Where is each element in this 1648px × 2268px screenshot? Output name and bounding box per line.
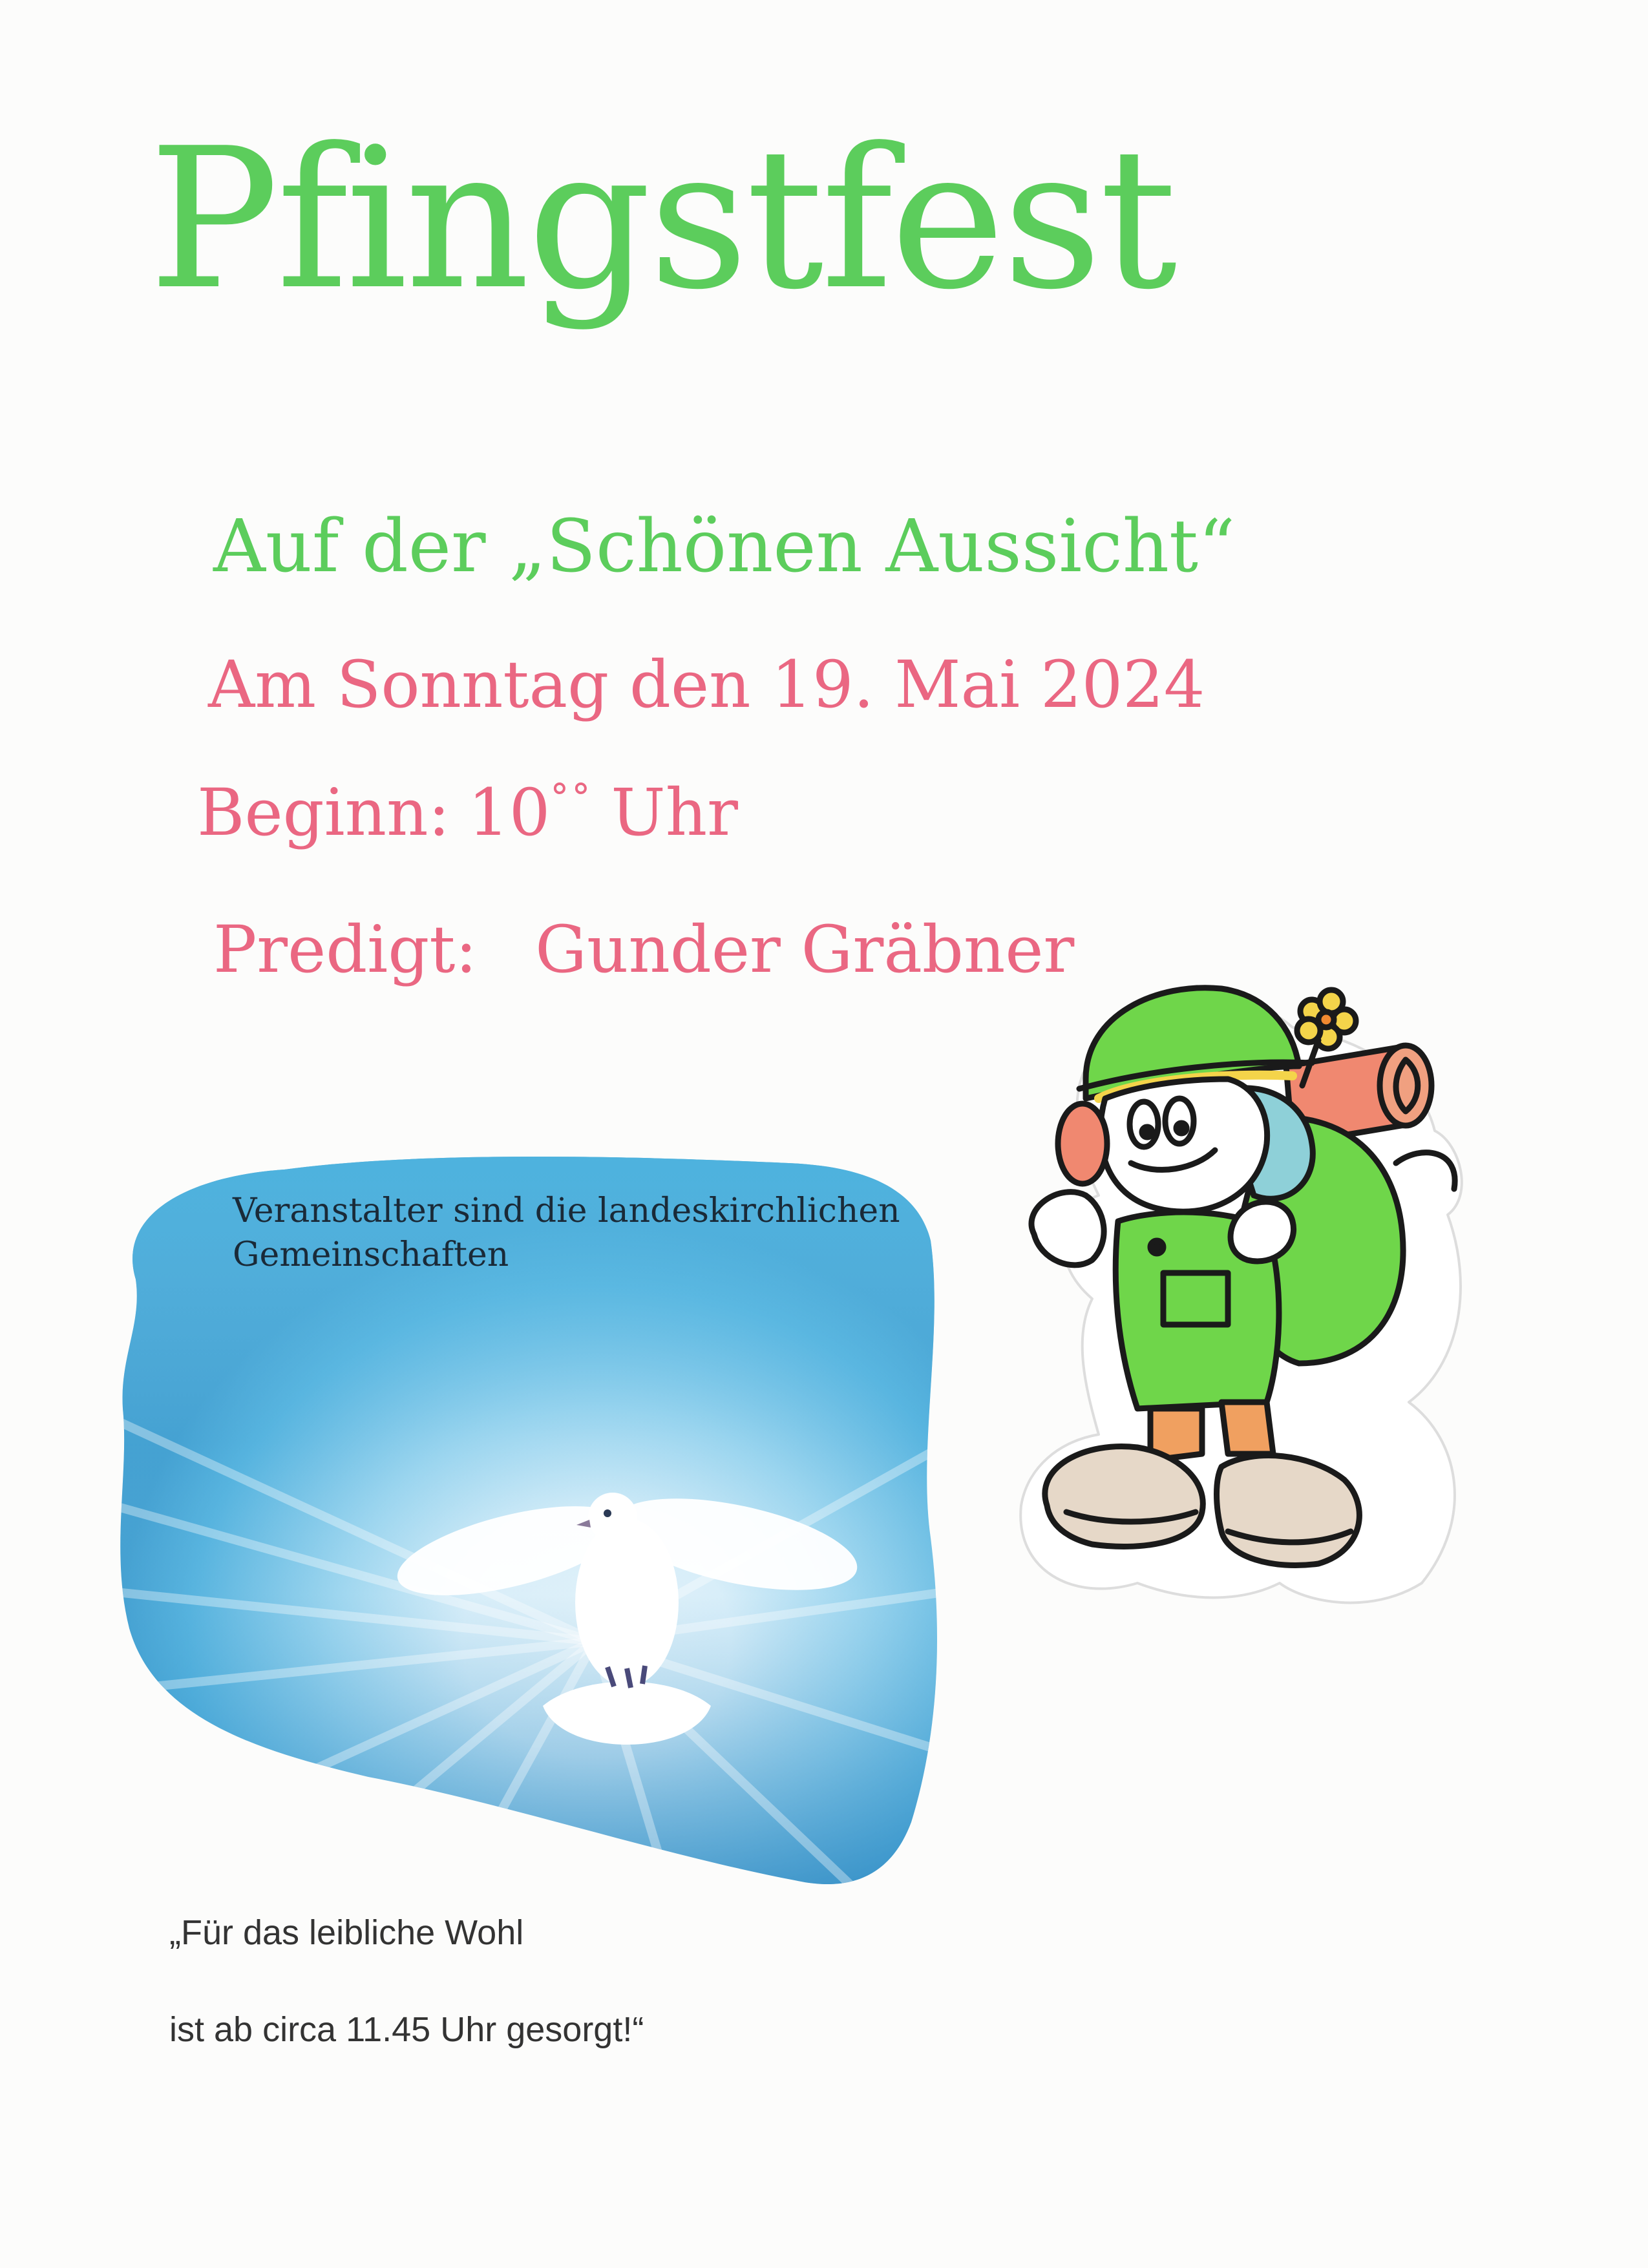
poster-title: Pfingstfest: [149, 107, 1175, 332]
event-date: Am Sonntag den 19. Mai 2024: [208, 647, 1205, 722]
begin-hour: 10: [468, 775, 551, 850]
begin-minutes: °°: [550, 775, 593, 819]
food-line-1: „Für das leibliche Wohl: [169, 1913, 524, 1952]
organizer-line-2: Gemeinschaften: [233, 1235, 509, 1274]
poster-subtitle: Auf der „Schönen Aussicht“: [213, 505, 1236, 589]
event-begin: [197, 775, 738, 850]
begin-label: Beginn:: [197, 775, 450, 850]
organizer-line-1: Veranstalter sind die landeskirchlichen: [233, 1192, 900, 1230]
begin-unit: Uhr: [611, 775, 738, 850]
food-line-2: ist ab circa 11.45 Uhr gesorgt!“: [169, 2010, 644, 2049]
organizer-text: [233, 1189, 956, 1277]
sermon-label: Predigt:: [213, 912, 478, 987]
hiker-illustration: [1008, 950, 1519, 1615]
event-sermon: [213, 912, 1075, 987]
sermon-name: Gunder Gräbner: [535, 912, 1075, 987]
